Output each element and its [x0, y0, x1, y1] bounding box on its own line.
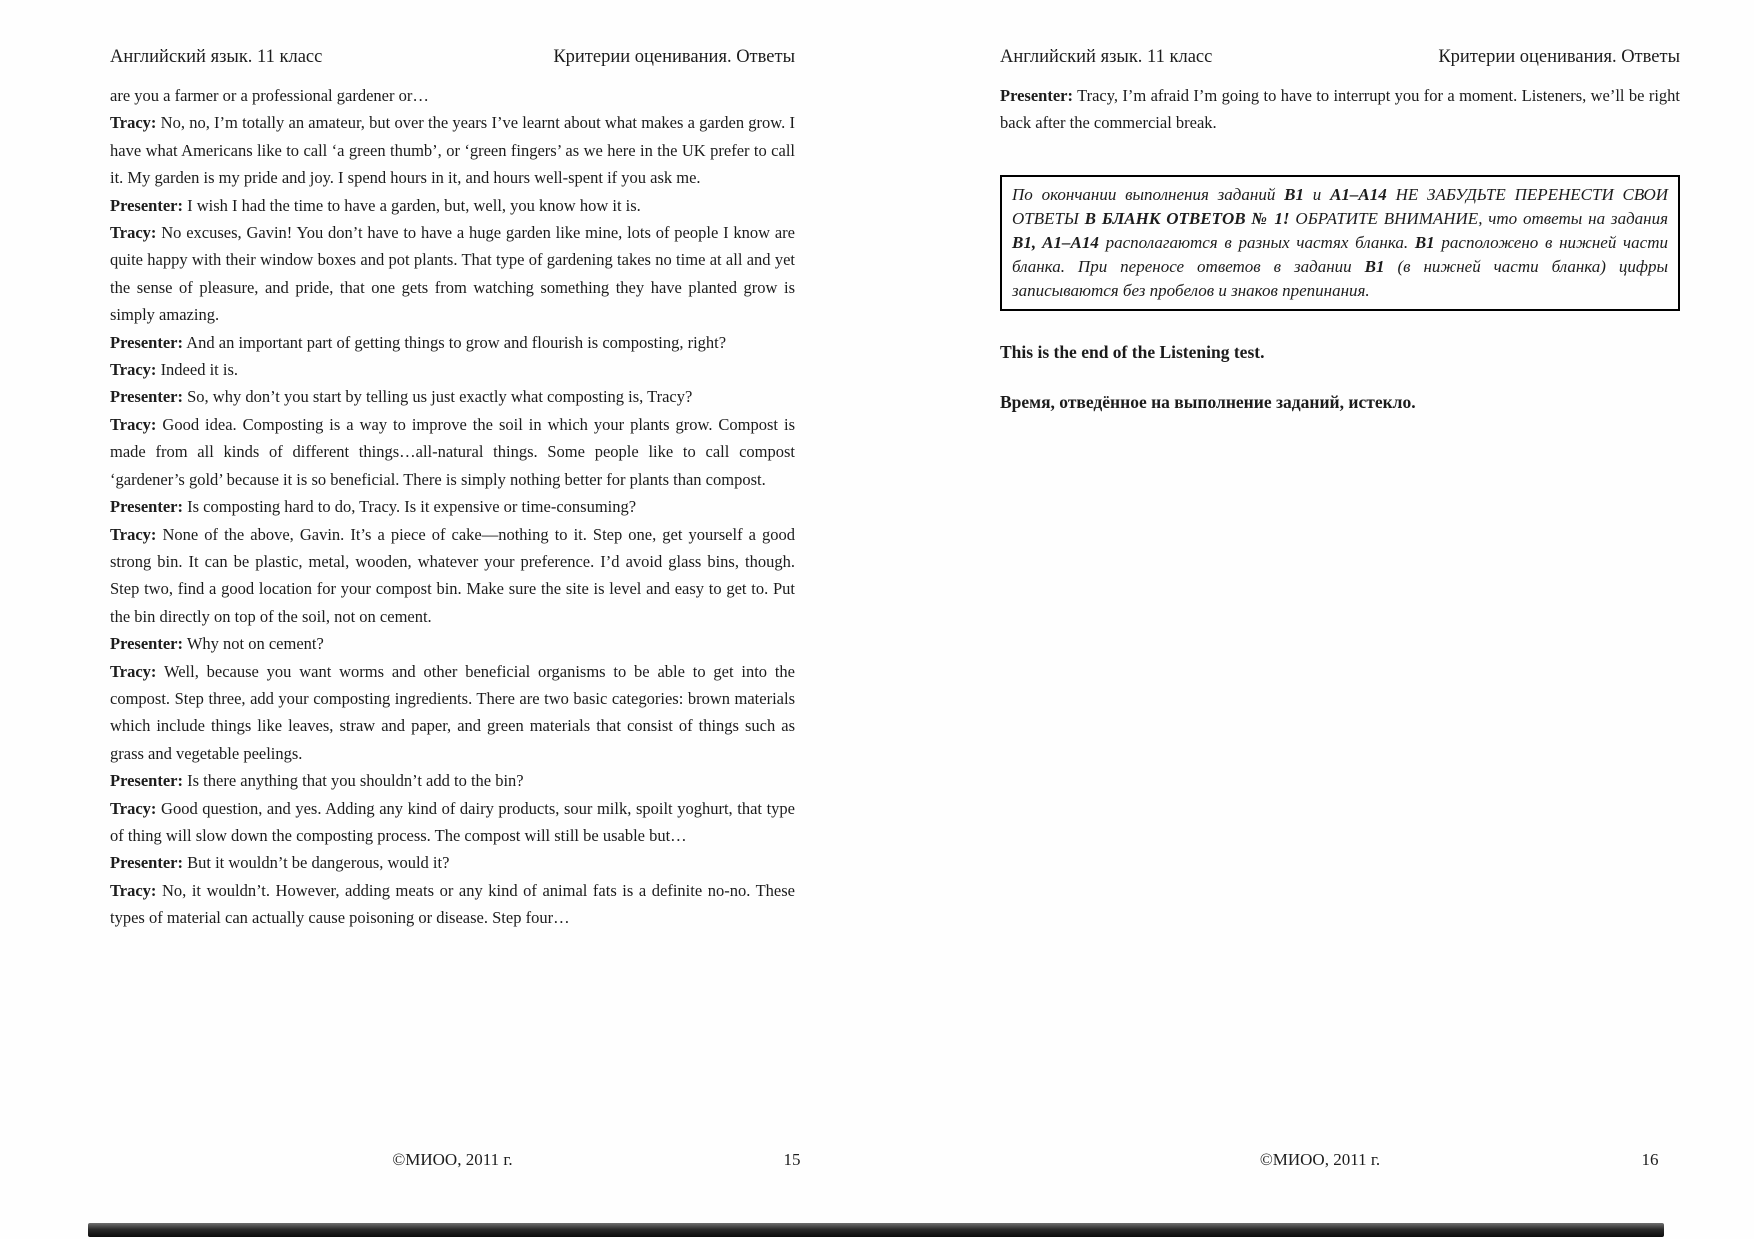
transcript-paragraph: Presenter: But it wouldn’t be dangerous, would it?	[110, 853, 450, 873]
speaker-label: Presenter:	[110, 771, 183, 791]
transcript-paragraph: Tracy: Well, because you want worms and other beneficial organisms to be able to get into the compost. Step three, add your composting ingredients. There are two basic categories: brown materials which include things like leaves, straw and paper, and green materials that consist of things such as grass and vegetable peelings.	[110, 661, 795, 763]
closing-line-russian: Время, отведённое на выполнение заданий, истекло.	[1000, 391, 1416, 412]
transcript-paragraph: Tracy: None of the above, Gavin. It’s a piece of cake—nothing to it. Step one, get yourself a good strong bin. It can be plastic, metal, wooden, whatever your preference. I’d avoid glass bins, though. Step two, find a good location for your compost bin. Make sure the site is level and easy to get to. Put the bin directly on top of the soil, not on cement.	[110, 524, 795, 626]
header-subject: Английский язык. 11 класс	[1000, 47, 1213, 67]
page-number-left: 15	[783, 1150, 801, 1169]
speaker-label: Tracy:	[110, 360, 157, 380]
transcript-paragraph: Presenter: Tracy, I’m afraid I’m going to have to interrupt you for a moment. Listeners, we’ll be right back after the commercial break.	[1000, 86, 1680, 133]
notice-segment: и	[1303, 184, 1331, 204]
speaker-label: Presenter:	[110, 195, 183, 215]
footer-copyright-right: ©МИОО, 2011 г.	[1259, 1150, 1381, 1169]
notice-segment: расположено в нижней части бланка. При переносе ответов в задании	[1012, 232, 1668, 276]
transcript-paragraph: are you a farmer or a professional gardener or…	[110, 86, 429, 105]
notice-segment: (в нижней части бланка) цифры записываются без пробелов и знаков препинания.	[1012, 256, 1668, 300]
page-15-header	[110, 46, 795, 68]
notice-bold-segment: B1	[1364, 256, 1385, 276]
transcript-paragraph: Presenter: I wish I had the time to have a garden, but, well, you know how it is.	[110, 195, 641, 215]
transcript-paragraph: Presenter: Is composting hard to do, Tracy. Is it expensive or time-consuming?	[110, 497, 637, 517]
notice-box	[1000, 175, 1680, 311]
speaker-label: Presenter:	[110, 853, 183, 873]
transcript-paragraph: Tracy: Indeed it is.	[110, 360, 239, 380]
speaker-label: Presenter:	[110, 387, 183, 407]
page-16	[1000, 46, 1680, 413]
transcript-paragraph: Tracy: Good question, and yes. Adding any kind of dairy products, sour milk, spoilt yoghurt, that type of thing will slow down the composting process. The compost will still be usable but…	[110, 798, 795, 845]
notice-segment: По окончании выполнения заданий	[1012, 184, 1285, 204]
speaker-label: Presenter:	[110, 497, 183, 517]
notice-bold-segment: В БЛАНК ОТВЕТОВ № 1!	[1084, 208, 1290, 228]
speaker-label: Tracy:	[110, 524, 157, 544]
closing-line-english: This is the end of the Listening test.	[1000, 341, 1265, 362]
speaker-label: Presenter:	[110, 634, 183, 654]
notice-bold-segment: B1	[1414, 232, 1435, 252]
notice-segment: НЕ ЗАБУДЬТЕ ПЕРЕНЕСТИ СВОИ ОТВЕТЫ	[1012, 184, 1669, 228]
speaker-label: Presenter:	[1000, 86, 1073, 105]
transcript-paragraph: Tracy: No, no, I’m totally an amateur, but over the years I’ve learnt about what makes a garden grow. I have what Americans like to call ‘a green thumb’, or ‘green fingers’ as we here in the UK prefer to call it. My garden is my pride and joy. I spend hours in it, and hours well-spent if you ask me.	[110, 113, 795, 188]
notice-box-text	[1012, 183, 1668, 303]
notice-bold-segment: A1–A14	[1330, 184, 1387, 204]
header-section: Критерии оценивания. Ответы	[553, 47, 795, 67]
notice-segment: располагаются в разных частях бланка.	[1098, 232, 1415, 252]
speaker-label: Tracy:	[110, 798, 157, 818]
speaker-label: Tracy:	[110, 223, 157, 243]
transcript-paragraph: Presenter: Why not on cement?	[110, 634, 324, 654]
transcript-paragraph: Tracy: No excuses, Gavin! You don’t have to have a huge garden like mine, lots of people I know are quite happy with their window boxes and pot plants. That type of gardening takes no time at all and yet the sense of pleasure, and pride, that one gets from watching something they have planted grow is simply amazing.	[110, 223, 795, 325]
notice-bold-segment: B1, A1–A14	[1012, 232, 1099, 252]
page-16-header	[1000, 46, 1680, 68]
page-edge-shadow	[88, 1223, 1664, 1237]
left-transcript	[110, 82, 795, 932]
speaker-label: Tracy:	[110, 113, 157, 133]
transcript-paragraph: Tracy: No, it wouldn’t. However, adding meats or any kind of animal fats is a definite no-no. These types of material can actually cause poisoning or disease. Step four…	[110, 880, 795, 928]
right-transcript	[1000, 82, 1680, 137]
header-section: Критерии оценивания. Ответы	[1438, 47, 1680, 67]
transcript-paragraph: Tracy: Good idea. Composting is a way to improve the soil in which your plants grow. Compost is made from all kinds of different things…all-natural things. Some people like to call compost ‘gardener’s gold’ because it is so beneficial. There is simply nothing better for plants than compost.	[110, 414, 795, 489]
speaker-label: Tracy:	[110, 661, 157, 681]
speaker-label: Tracy:	[110, 880, 157, 900]
speaker-label: Tracy:	[110, 414, 157, 434]
header-subject: Английский язык. 11 класс	[110, 47, 323, 67]
transcript-paragraph: Presenter: So, why don’t you start by telling us just exactly what composting is, Tracy?	[110, 387, 693, 407]
notice-segment: ОБРАТИТЕ ВНИМАНИЕ, что ответы на задания	[1289, 208, 1669, 228]
page-number-right: 16	[1641, 1150, 1659, 1169]
transcript-paragraph: Presenter: Is there anything that you shouldn’t add to the bin?	[110, 771, 524, 791]
page-15	[110, 46, 795, 932]
notice-bold-segment: B1	[1284, 184, 1304, 204]
footer-copyright-left: ©МИОО, 2011 г.	[392, 1150, 513, 1169]
transcript-paragraph: Presenter: And an important part of getting things to grow and flourish is composting, right?	[110, 332, 727, 352]
speaker-label: Presenter:	[110, 332, 183, 352]
